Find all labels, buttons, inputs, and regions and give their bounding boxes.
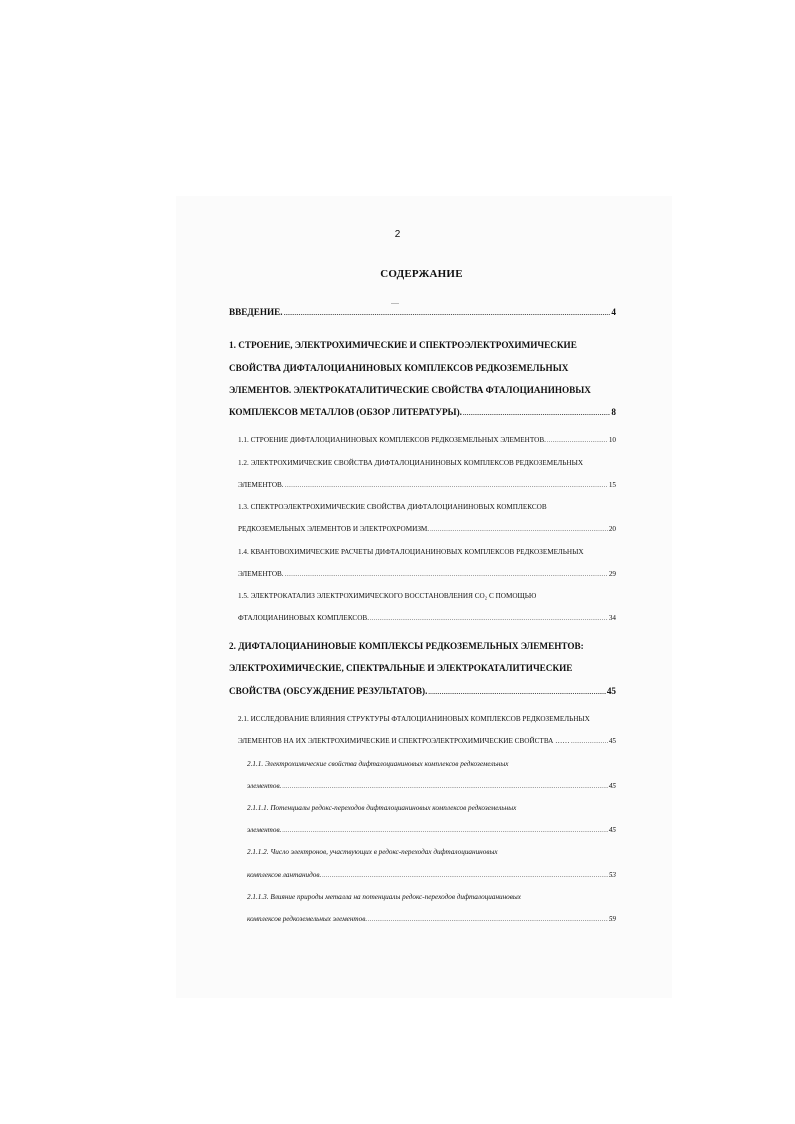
toc-entry-introduction[interactable]: ВВЕДЕНИЕ. ..... 4 bbox=[229, 305, 616, 319]
toc-page: 34 bbox=[608, 614, 616, 622]
toc-entry-1-5[interactable]: 1.5. ЭЛЕКТРОКАТАЛИЗ ЭЛЕКТРОХИМИЧЕСКОГО ВОССТАНОВЛЕНИЯ CO₂ С ПОМОЩЬЮ bbox=[238, 592, 537, 600]
toc-entry-2-1-end[interactable]: ЭЛЕМЕНТОВ НА ИХ ЭЛЕКТРОХИМИЧЕСКИЕ И СПЕКТРОЭЛЕКТРОХИМИЧЕСКИЕ СВОЙСТВА …… ..... 45 bbox=[238, 734, 616, 748]
toc-entry-1-2-end[interactable]: ЭЛЕМЕНТОВ. ..... 15 bbox=[238, 478, 616, 492]
toc-entry-chapter-1-cont: СВОЙСТВА ДИФТАЛОЦИАНИНОВЫХ КОМПЛЕКСОВ РЕДКОЗЕМЕЛЬНЫХ bbox=[229, 363, 569, 373]
toc-page: 45 bbox=[608, 782, 616, 790]
toc-entry-2-1-1-1-end[interactable]: элементов. ..... 45 bbox=[247, 823, 616, 837]
toc-page: 20 bbox=[608, 525, 616, 533]
toc-entry-1-3[interactable]: 1.3. СПЕКТРОЭЛЕКТРОХИМИЧЕСКИЕ СВОЙСТВА ДИФТАЛОЦИАНИНОВЫХ КОМПЛЕКСОВ bbox=[238, 503, 547, 511]
toc-entry-chapter-1[interactable]: 1. СТРОЕНИЕ, ЭЛЕКТРОХИМИЧЕСКИЕ И СПЕКТРОЭЛЕКТРОХИМИЧЕСКИЕ bbox=[229, 340, 577, 350]
toc-page: 10 bbox=[608, 436, 616, 444]
toc-entry-2-1-1-end[interactable]: элементов. ..... 45 bbox=[247, 779, 616, 793]
toc-entry-chapter-1-end[interactable]: КОМПЛЕКСОВ МЕТАЛЛОВ (ОБЗОР ЛИТЕРАТУРЫ). ..... 8 bbox=[229, 405, 616, 419]
toc-page: 4 bbox=[611, 307, 616, 317]
toc-entry-chapter-2-cont: ЭЛЕКТРОХИМИЧЕСКИЕ, СПЕКТРАЛЬНЫЕ И ЭЛЕКТРОКАТАЛИТИЧЕСКИЕ bbox=[229, 663, 573, 673]
toc-entry-chapter-2[interactable]: 2. ДИФТАЛОЦИАНИНОВЫЕ КОМПЛЕКСЫ РЕДКОЗЕМЕЛЬНЫХ ЭЛЕМЕНТОВ: bbox=[229, 641, 584, 651]
toc-entry-2-1-1-1[interactable]: 2.1.1.1. Потенциалы редокс-переходов дифталоцианиновых комплексов редкоземельных bbox=[247, 804, 517, 812]
toc-page: 53 bbox=[608, 871, 616, 879]
toc-page: 8 bbox=[611, 407, 616, 417]
toc-entry-1-5-end[interactable]: ФТАЛОЦИАНИНОВЫХ КОМПЛЕКСОВ. ..... 34 bbox=[238, 611, 616, 625]
toc-entry-1-3-end[interactable]: РЕДКОЗЕМЕЛЬНЫХ ЭЛЕМЕНТОВ И ЭЛЕКТРОХРОМИЗМ. ..... 20 bbox=[238, 522, 616, 536]
toc-entry-2-1-1-3[interactable]: 2.1.1.3. Влияние природы металла на потенциалы редокс-переходов дифталоцианиновых bbox=[247, 893, 521, 901]
toc-page: 45 bbox=[608, 737, 616, 745]
toc-entry-chapter-1-cont: ЭЛЕМЕНТОВ. ЭЛЕКТРОКАТАЛИТИЧЕСКИЕ СВОЙСТВА ФТАЛОЦИАНИНОВЫХ bbox=[229, 385, 591, 395]
toc-entry-1-1[interactable]: 1.1. СТРОЕНИЕ ДИФТАЛОЦИАНИНОВЫХ КОМПЛЕКСОВ РЕДКОЗЕМЕЛЬНЫХ ЭЛЕМЕНТОВ. ..... 10 bbox=[238, 433, 616, 447]
toc-page: 45 bbox=[608, 826, 616, 834]
page-title: СОДЕРЖАНИЕ bbox=[380, 268, 463, 280]
toc-page: 59 bbox=[608, 915, 616, 923]
toc-entry-2-1-1-3-end[interactable]: комплексов редкоземельных элементов. ..... 59 bbox=[247, 912, 616, 926]
toc-entry-2-1-1-2[interactable]: 2.1.1.2. Число электронов, участвующих в редокс-переходах дифталоцианиновых bbox=[247, 848, 498, 856]
toc-page: 15 bbox=[608, 481, 616, 489]
toc-entry-2-1[interactable]: 2.1. ИССЛЕДОВАНИЕ ВЛИЯНИЯ СТРУКТУРЫ ФТАЛОЦИАНИНОВЫХ КОМПЛЕКСОВ РЕДКОЗЕМЕЛЬНЫХ bbox=[238, 715, 590, 723]
page-number: 2 bbox=[394, 229, 401, 240]
toc-entry-2-1-1[interactable]: 2.1.1. Электрохимические свойства дифталоцианиновых комплексов редкоземельных bbox=[247, 760, 509, 768]
toc-entry-1-4-end[interactable]: ЭЛЕМЕНТОВ. ..... 29 bbox=[238, 567, 616, 581]
toc-entry-1-4[interactable]: 1.4. КВАНТОВОХИМИЧЕСКИЕ РАСЧЕТЫ ДИФТАЛОЦИАНИНОВЫХ КОМПЛЕКСОВ РЕДКОЗЕМЕЛЬНЫХ bbox=[238, 548, 584, 556]
toc-page: 29 bbox=[608, 570, 616, 578]
toc-entry-2-1-1-2-end[interactable]: комплексов лантанидов. ..... 53 bbox=[247, 868, 616, 882]
toc-page: 45 bbox=[606, 686, 616, 696]
toc-entry-1-2[interactable]: 1.2. ЭЛЕКТРОХИМИЧЕСКИЕ СВОЙСТВА ДИФТАЛОЦИАНИНОВЫХ КОМПЛЕКСОВ РЕДКОЗЕМЕЛЬНЫХ bbox=[238, 459, 584, 467]
toc-entry-chapter-2-end[interactable]: СВОЙСТВА (ОБСУЖДЕНИЕ РЕЗУЛЬТАТОВ). ..... 45 bbox=[229, 684, 616, 698]
